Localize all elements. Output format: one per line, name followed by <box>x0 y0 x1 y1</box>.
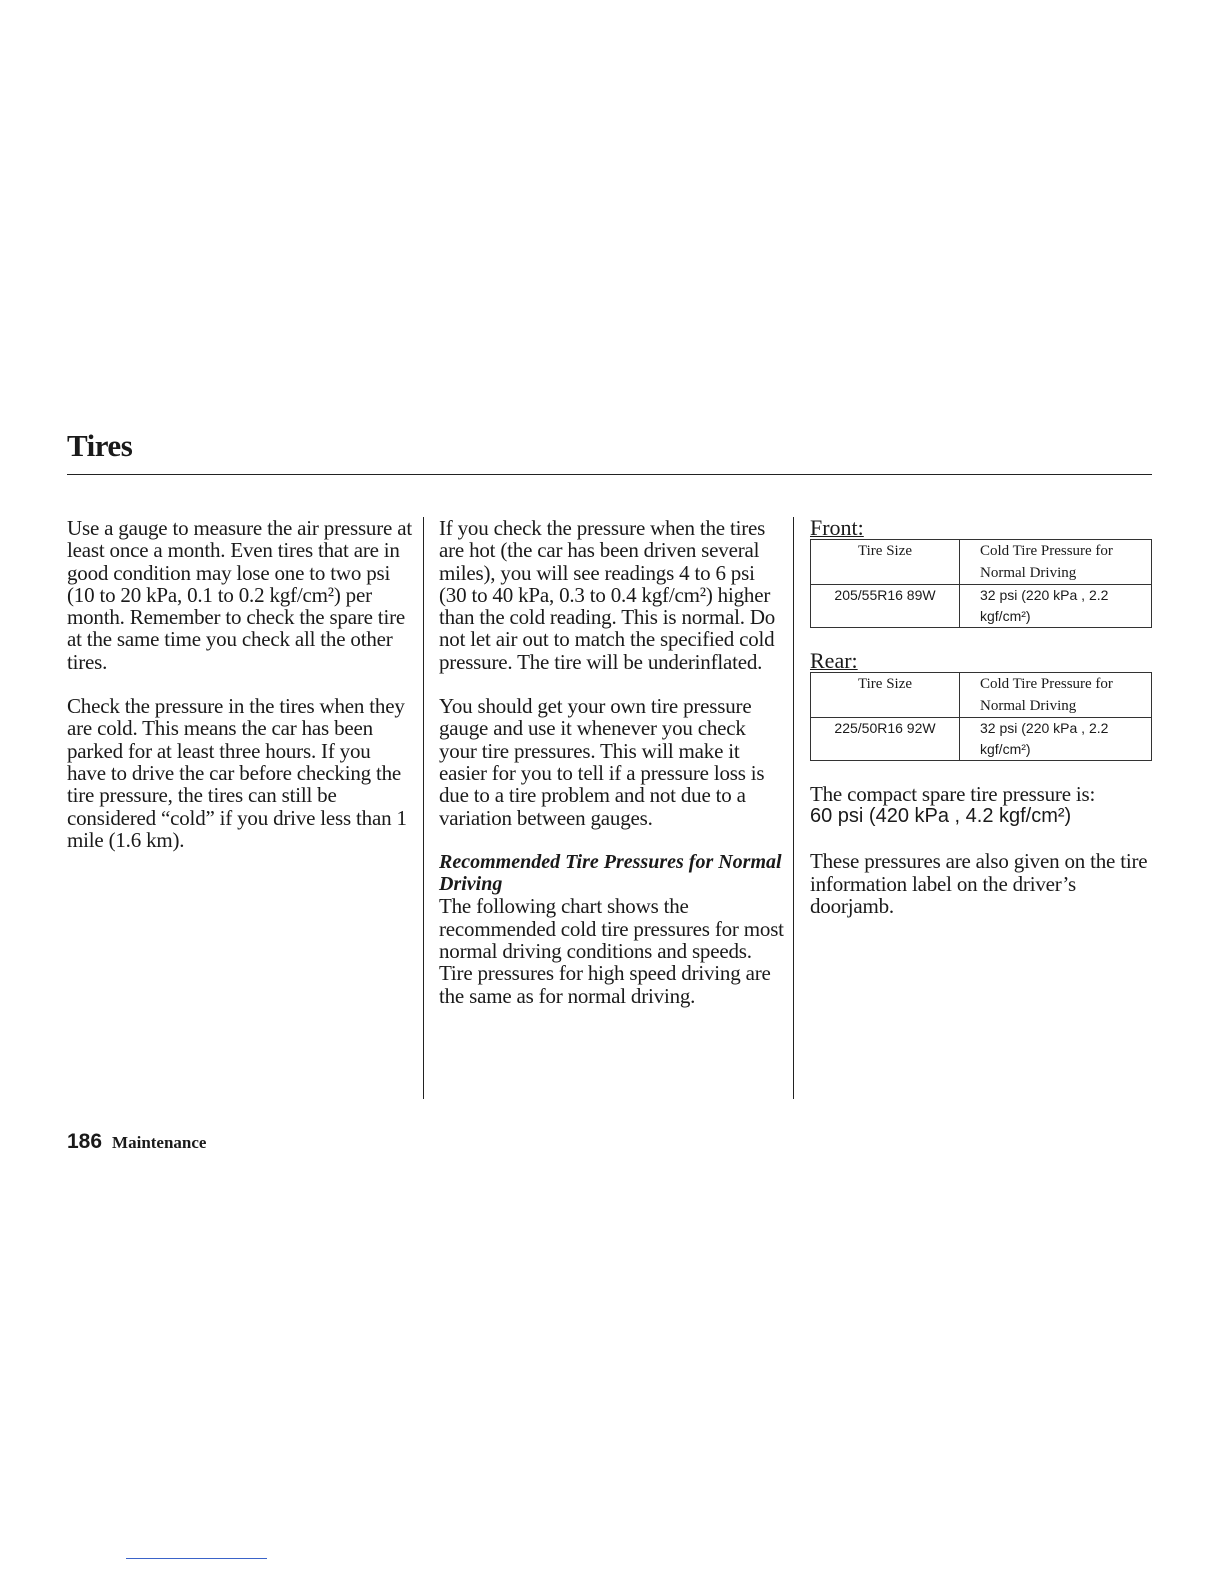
paragraph-chart-intro: The following chart shows the recommended cold tire pressures for most normal driving conditions and speeds. Tire pressures for high speed driving are the same as for normal driving. <box>439 894 784 1008</box>
rear-label: Rear: <box>810 648 858 673</box>
column-3 <box>810 517 1152 939</box>
column-2 <box>439 517 784 1007</box>
paragraph-own-gauge: You should get your own tire pressure gauge and use it whenever you check your tire pressures. This will make it easier for you to tell if a pressure loss is due to a tire problem and not due to a variation between gauges. <box>439 694 765 830</box>
front-label: Front: <box>810 515 864 540</box>
table-row <box>811 540 1152 585</box>
table-row <box>811 718 1152 761</box>
subheading-recommended-pressures: Recommended Tire Pressures for Normal Driving <box>439 850 782 896</box>
table-row <box>811 673 1152 718</box>
page-title: Tires <box>67 428 133 463</box>
page-number: 186 <box>67 1130 103 1153</box>
footer-section-name: Maintenance <box>112 1133 207 1152</box>
decorative-line <box>126 1558 267 1559</box>
paragraph-hot-tires: If you check the pressure when the tires are hot (the car has been driven several miles), you will see readings 4 to 6 psi (30 to 40 kPa, 0.3 to 0.4 kgf/cm²) higher than the cold reading. This is normal. Do not let air out to match the specified cold pressure. The tire will be underinflated. <box>439 516 776 674</box>
table-header-cold-pressure: Cold Tire Pressure for Normal Driving <box>960 673 1152 718</box>
column-divider <box>793 517 794 1099</box>
column-divider <box>423 517 424 1099</box>
table-cell-tire-size: 225/50R16 92W <box>811 718 960 761</box>
paragraph-label-location: These pressures are also given on the tire information label on the driver’s doorjamb. <box>810 849 1148 918</box>
table-cell-tire-size: 205/55R16 89W <box>811 585 960 628</box>
spare-pressure-value: 60 psi (420 kPa , 4.2 kgf/cm²) <box>810 805 1072 828</box>
table-header-tire-size: Tire Size <box>811 673 960 718</box>
page-footer <box>67 1130 206 1154</box>
table-header-tire-size: Tire Size <box>811 540 960 585</box>
table-row <box>811 585 1152 628</box>
title-divider <box>67 474 1152 475</box>
table-header-cold-pressure: Cold Tire Pressure for Normal Driving <box>960 540 1152 585</box>
column-1 <box>67 517 412 873</box>
table-cell-pressure: 32 psi (220 kPa , 2.2 kgf/cm²) <box>960 718 1152 761</box>
paragraph-cold-tires: Check the pressure in the tires when they are cold. This means the car has been parked for at least three hours. If you have to drive the car before checking the tire pressure, the tires can still be considered “cold” if you drive less than 1 mile (1.6 km). <box>67 694 407 852</box>
spare-intro: The compact spare tire pressure is: <box>810 782 1096 806</box>
rear-pressure-table <box>810 672 1152 761</box>
front-pressure-table <box>810 539 1152 628</box>
table-cell-pressure: 32 psi (220 kPa , 2.2 kgf/cm²) <box>960 585 1152 628</box>
paragraph-gauge-check: Use a gauge to measure the air pressure at least once a month. Even tires that are in good condition may lose one to two psi (10 to 20 kPa, 0.1 to 0.2 kgf/cm²) per month. Remember to check the spare tire at the same time you check all the other tires. <box>67 516 412 674</box>
